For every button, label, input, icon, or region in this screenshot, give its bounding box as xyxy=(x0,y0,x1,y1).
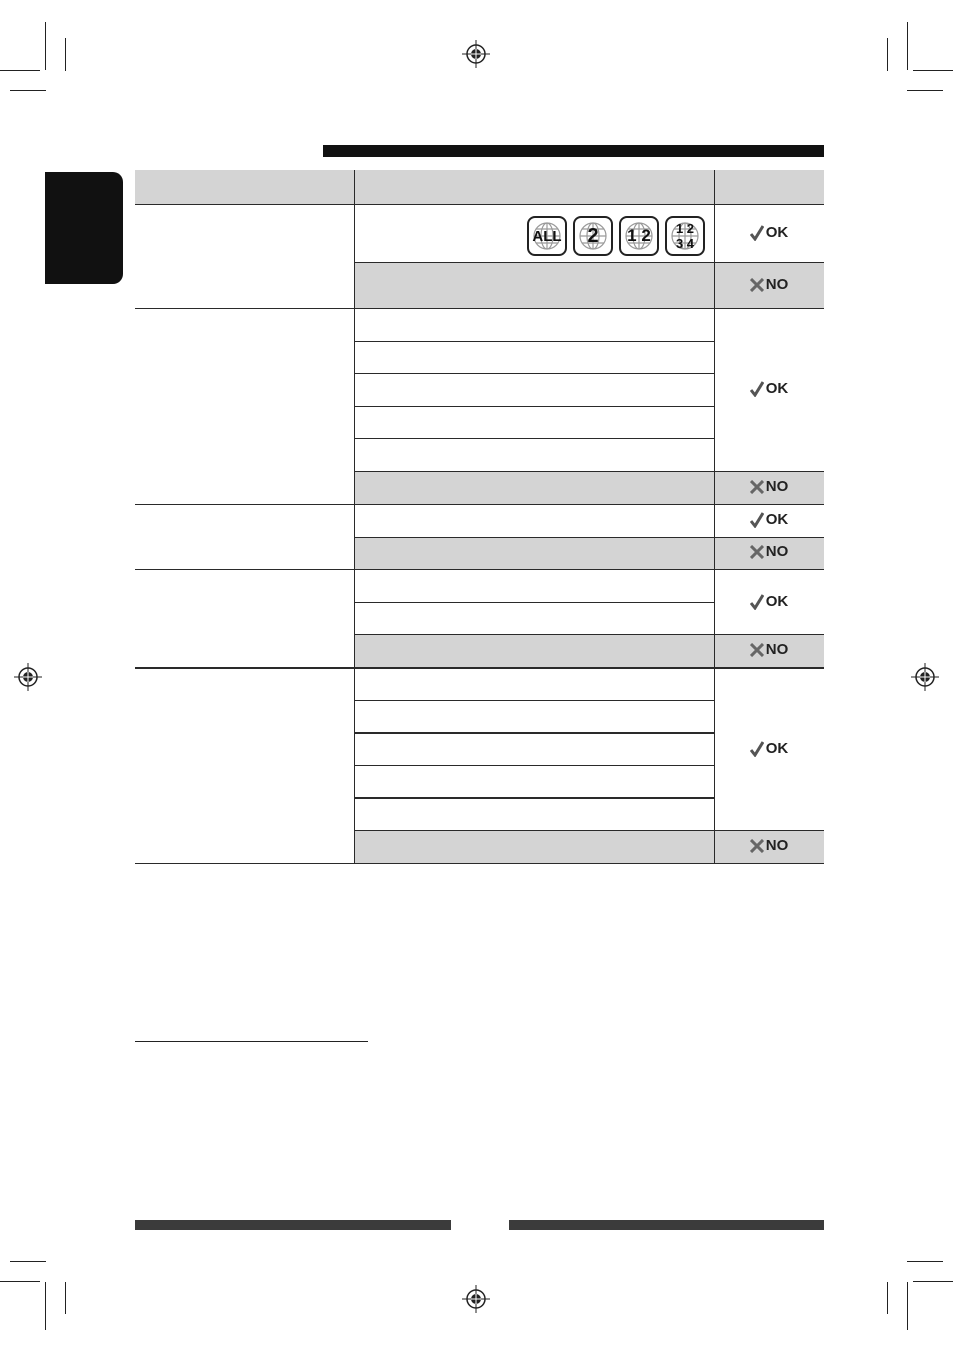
no-mark xyxy=(714,837,824,854)
row-rule xyxy=(354,765,714,766)
registration-mark-icon xyxy=(911,663,939,691)
group-rule xyxy=(135,569,824,570)
crop-mark xyxy=(45,22,46,70)
crop-mark xyxy=(10,1261,46,1262)
ok-mark xyxy=(714,740,824,757)
no-mark xyxy=(714,276,824,293)
crop-mark xyxy=(65,1282,66,1314)
no-label: NO xyxy=(765,478,789,495)
check-icon xyxy=(750,381,764,397)
crop-mark xyxy=(887,38,888,71)
crop-mark xyxy=(0,1281,40,1282)
region-label: 1 2 xyxy=(627,226,651,245)
footer-bar-right xyxy=(509,1220,824,1230)
check-icon xyxy=(750,741,764,757)
ok-mark xyxy=(714,593,824,610)
group-rule xyxy=(135,667,824,669)
cross-icon xyxy=(750,480,764,494)
row-rule xyxy=(354,537,824,538)
row-rule xyxy=(354,471,824,472)
region-label: ALL xyxy=(532,227,562,245)
crop-mark xyxy=(45,1282,46,1330)
ok-mark xyxy=(714,511,824,528)
row-rule xyxy=(354,797,714,799)
crop-mark xyxy=(907,1282,908,1330)
registration-mark-icon xyxy=(462,40,490,68)
check-icon xyxy=(750,225,764,241)
region-1-2-3-4-icon xyxy=(665,216,705,256)
crop-mark xyxy=(913,1281,953,1282)
no-label: NO xyxy=(765,276,789,293)
check-icon xyxy=(750,512,764,528)
registration-mark-icon xyxy=(14,663,42,691)
column-divider xyxy=(354,170,355,863)
registration-mark-icon xyxy=(462,1285,490,1313)
ok-label: OK xyxy=(765,224,789,241)
footer-bar-left xyxy=(135,1220,451,1230)
no-mark xyxy=(714,543,824,560)
group-rule xyxy=(135,863,824,864)
crop-mark xyxy=(10,90,46,91)
no-label: NO xyxy=(765,641,789,658)
cross-icon xyxy=(750,643,764,657)
crop-mark xyxy=(907,90,943,91)
row-rule xyxy=(354,373,714,374)
crop-mark xyxy=(0,70,40,71)
table-header-bottom-rule xyxy=(135,204,824,205)
footnote-rule xyxy=(135,1041,368,1042)
row-rule xyxy=(354,700,714,701)
ok-label: OK xyxy=(765,511,789,528)
region-label: 2 xyxy=(587,224,599,247)
crop-mark xyxy=(887,1282,888,1314)
group-rule xyxy=(135,504,824,505)
region-1-2-icon xyxy=(619,216,659,256)
no-label: NO xyxy=(765,837,789,854)
region-all-icon xyxy=(527,216,567,256)
row-rule xyxy=(354,732,714,734)
row-rule xyxy=(354,634,824,635)
check-icon xyxy=(750,594,764,610)
row-rule xyxy=(354,406,714,407)
cross-icon xyxy=(750,545,764,559)
ok-mark xyxy=(714,224,824,241)
group-rule xyxy=(135,308,824,309)
section-title-bar xyxy=(323,145,824,157)
region-label: 1 2 3 4 xyxy=(675,221,695,251)
table-header xyxy=(135,170,824,204)
row-rule xyxy=(354,602,714,603)
language-side-tab xyxy=(45,172,123,284)
cross-icon xyxy=(750,839,764,853)
ok-label: OK xyxy=(765,740,789,757)
row-rule xyxy=(354,830,824,831)
row-rule xyxy=(354,341,714,342)
no-mark xyxy=(714,641,824,658)
crop-mark xyxy=(907,22,908,70)
row-rule xyxy=(354,262,824,263)
region-2-icon xyxy=(573,216,613,256)
ok-mark xyxy=(714,380,824,397)
ok-label: OK xyxy=(765,593,789,610)
no-label: NO xyxy=(765,543,789,560)
cross-icon xyxy=(750,278,764,292)
no-mark xyxy=(714,478,824,495)
row-rule xyxy=(354,438,714,439)
ok-label: OK xyxy=(765,380,789,397)
crop-mark xyxy=(913,70,953,71)
crop-mark xyxy=(907,1261,943,1262)
crop-mark xyxy=(65,38,66,71)
